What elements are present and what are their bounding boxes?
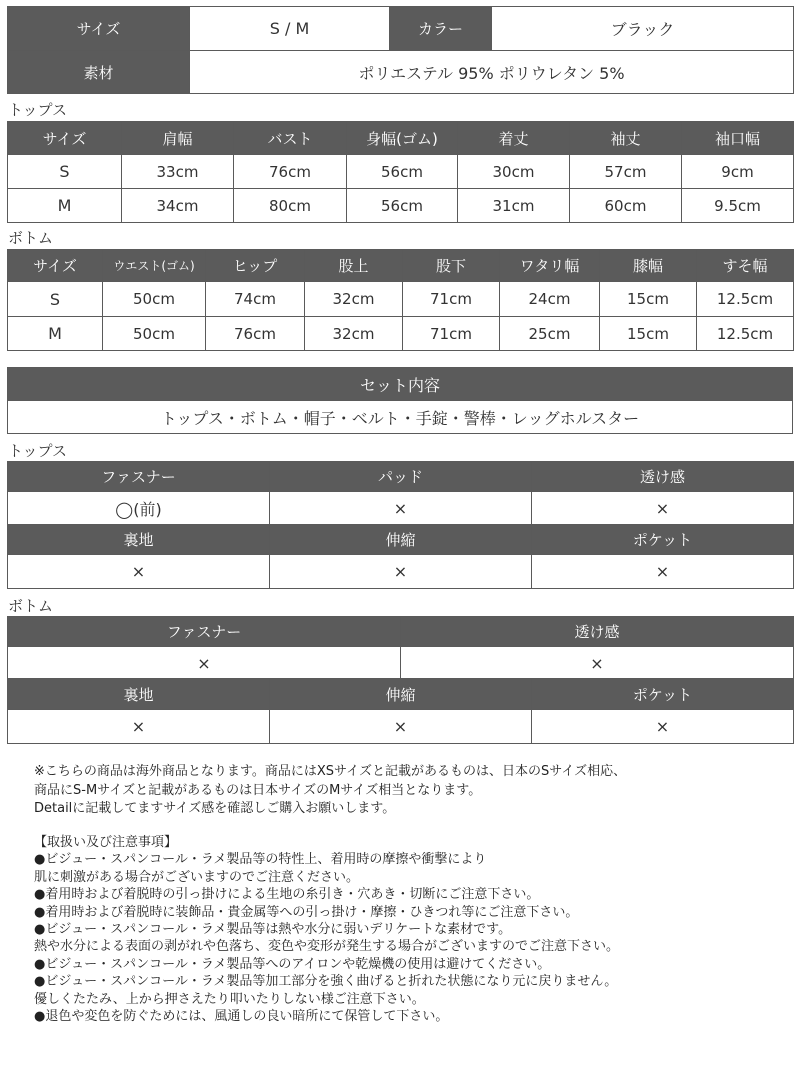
bottoms-detail-zipper-value: × bbox=[8, 647, 401, 680]
set-contents-value: トップス・ボトム・帽子・ベルト・手錠・警棒・レッグホルスター bbox=[8, 401, 793, 434]
care-line: ●退色や変色を防ぐためには、風通しの良い暗所にて保管して下さい。 bbox=[34, 1009, 449, 1025]
bottoms-detail-pocket-value: × bbox=[532, 710, 794, 744]
set-contents-header: セット内容 bbox=[8, 368, 793, 401]
bottoms-detail-sheer-value: × bbox=[401, 647, 794, 680]
tops-size-table bbox=[7, 121, 794, 223]
tops-detail-table bbox=[7, 461, 794, 589]
tops-detail-pad-value: × bbox=[270, 492, 532, 525]
tops-detail-stretch-value: × bbox=[270, 555, 532, 589]
care-line: ●ビジュー・スパンコール・ラメ製品等加工部分を強く曲げると折れた状態になり元に戻りません。 bbox=[34, 974, 618, 990]
bottoms-detail-table-top bbox=[7, 616, 794, 680]
table-cell: 71cm bbox=[403, 317, 500, 351]
tops-detail-zipper-value: ◯(前) bbox=[8, 492, 270, 525]
tops-header-size: サイズ bbox=[8, 122, 122, 155]
bottoms-header-knee: 膝幅 bbox=[600, 250, 697, 282]
size-notes bbox=[34, 763, 794, 819]
spec-table bbox=[7, 6, 794, 94]
table-cell: 12.5cm bbox=[697, 282, 794, 317]
table-row bbox=[8, 155, 794, 189]
note-line: ※こちらの商品は海外商品となります。商品にはXSサイズと記載があるものは、日本のSサイズ相応、 bbox=[34, 764, 627, 779]
bottoms-header-waist: ウエスト(ゴム) bbox=[103, 250, 206, 282]
table-cell: 12.5cm bbox=[697, 317, 794, 351]
bottoms-detail-stretch-value: × bbox=[270, 710, 532, 744]
table-cell: 15cm bbox=[600, 317, 697, 351]
bottoms-detail-table-bottom bbox=[7, 678, 794, 744]
color-label: カラー bbox=[390, 7, 492, 51]
bottoms-detail-lining-value: × bbox=[8, 710, 270, 744]
set-contents-table bbox=[7, 367, 793, 434]
bottoms-detail-header-stretch: 伸縮 bbox=[270, 679, 532, 710]
table-row bbox=[8, 189, 794, 223]
tops-header-length: 着丈 bbox=[458, 122, 570, 155]
table-cell: 15cm bbox=[600, 282, 697, 317]
table-cell: 80cm bbox=[234, 189, 347, 223]
tops-header-bust: バスト bbox=[234, 122, 347, 155]
tops-header-body-width: 身幅(ゴム) bbox=[347, 122, 458, 155]
material-label: 素材 bbox=[8, 51, 190, 94]
table-cell: 56cm bbox=[347, 155, 458, 189]
bottoms-header-hip: ヒップ bbox=[206, 250, 305, 282]
care-title: 【取扱い及び注意事項】 bbox=[34, 835, 178, 850]
tops-detail-header-pocket: ポケット bbox=[532, 525, 794, 555]
tops-detail-sheer-value: × bbox=[532, 492, 794, 525]
bottoms-detail-header-sheer: 透け感 bbox=[401, 617, 794, 647]
table-cell: 50cm bbox=[103, 282, 206, 317]
care-instructions bbox=[34, 834, 794, 1025]
bottoms-header-inseam: 股下 bbox=[403, 250, 500, 282]
size-value: S / M bbox=[190, 7, 390, 51]
tops-section-label: トップス bbox=[8, 101, 67, 119]
care-line: 優しくたたみ、上から押さえたり叩いたりしない様ご注意下さい。 bbox=[34, 991, 425, 1007]
table-cell: 57cm bbox=[570, 155, 682, 189]
table-cell: 30cm bbox=[458, 155, 570, 189]
care-line: 熱や水分による表面の剥がれや色落ち、変色や変形が発生する場合がございますのでご注意下さい。 bbox=[34, 939, 620, 955]
material-value: ポリエステル 95% ポリウレタン 5% bbox=[190, 51, 794, 94]
table-cell: 74cm bbox=[206, 282, 305, 317]
note-line: Detailに記載してますサイズ感を確認しご購入お願いします。 bbox=[34, 801, 396, 816]
table-cell: M bbox=[8, 189, 122, 223]
table-cell: 76cm bbox=[206, 317, 305, 351]
bottoms-header-size: サイズ bbox=[8, 250, 103, 282]
table-cell: 76cm bbox=[234, 155, 347, 189]
table-cell: 34cm bbox=[122, 189, 234, 223]
table-cell: M bbox=[8, 317, 103, 351]
tops-detail-header-lining: 裏地 bbox=[8, 525, 270, 555]
care-line: ●ビジュー・スパンコール・ラメ製品等へのアイロンや乾燥機の使用は避けてください。 bbox=[34, 956, 551, 972]
table-cell: 24cm bbox=[500, 282, 600, 317]
tops-detail-header-zipper: ファスナー bbox=[8, 462, 270, 492]
bottoms-header-thigh: ワタリ幅 bbox=[500, 250, 600, 282]
bottoms-section-label: ボトム bbox=[8, 229, 54, 247]
table-cell: S bbox=[8, 282, 103, 317]
tops-detail-pocket-value: × bbox=[532, 555, 794, 589]
size-label: サイズ bbox=[8, 7, 190, 51]
note-line: 商品にS-Mサイズと記載があるものは日本サイズのMサイズ相当となります。 bbox=[34, 782, 482, 798]
table-cell: 33cm bbox=[122, 155, 234, 189]
color-value: ブラック bbox=[492, 7, 794, 51]
bottoms-header-hem: すそ幅 bbox=[697, 250, 794, 282]
care-line: ●着用時および着脱時に装飾品・貴金属等への引っ掛け・摩擦・ひきつれ等にご注意下さい。 bbox=[34, 904, 579, 920]
care-line: 肌に刺激がある場合がございますのでご注意ください。 bbox=[34, 869, 360, 885]
table-cell: 31cm bbox=[458, 189, 570, 223]
bottoms-header-rise: 股上 bbox=[305, 250, 403, 282]
table-row bbox=[8, 317, 794, 351]
table-cell: 25cm bbox=[500, 317, 600, 351]
table-cell: 32cm bbox=[305, 282, 403, 317]
care-line: ●ビジュー・スパンコール・ラメ製品等の特性上、着用時の摩擦や衝撃により bbox=[34, 852, 487, 868]
table-cell: 50cm bbox=[103, 317, 206, 351]
bottoms-detail-header-lining: 裏地 bbox=[8, 679, 270, 710]
table-cell: 9cm bbox=[682, 155, 794, 189]
tops-detail-section-label: トップス bbox=[8, 442, 67, 460]
table-cell: 32cm bbox=[305, 317, 403, 351]
tops-detail-header-sheer: 透け感 bbox=[532, 462, 794, 492]
table-cell: S bbox=[8, 155, 122, 189]
table-row bbox=[8, 282, 794, 317]
bottoms-detail-section-label: ボトム bbox=[8, 597, 54, 615]
tops-header-shoulder: 肩幅 bbox=[122, 122, 234, 155]
bottoms-size-table bbox=[7, 249, 794, 351]
bottoms-detail-header-zipper: ファスナー bbox=[8, 617, 401, 647]
tops-detail-header-pad: パッド bbox=[270, 462, 532, 492]
care-line: ●ビジュー・スパンコール・ラメ製品等は熱や水分に弱いデリケートな素材です。 bbox=[34, 922, 512, 938]
tops-detail-header-stretch: 伸縮 bbox=[270, 525, 532, 555]
table-cell: 9.5cm bbox=[682, 189, 794, 223]
table-cell: 60cm bbox=[570, 189, 682, 223]
table-cell: 56cm bbox=[347, 189, 458, 223]
care-line: ●着用時および着脱時の引っ掛けによる生地の糸引き・穴あき・切断にご注意下さい。 bbox=[34, 887, 540, 903]
tops-header-cuff: 袖口幅 bbox=[682, 122, 794, 155]
bottoms-detail-header-pocket: ポケット bbox=[532, 679, 794, 710]
table-cell: 71cm bbox=[403, 282, 500, 317]
tops-header-sleeve: 袖丈 bbox=[570, 122, 682, 155]
tops-detail-lining-value: × bbox=[8, 555, 270, 589]
